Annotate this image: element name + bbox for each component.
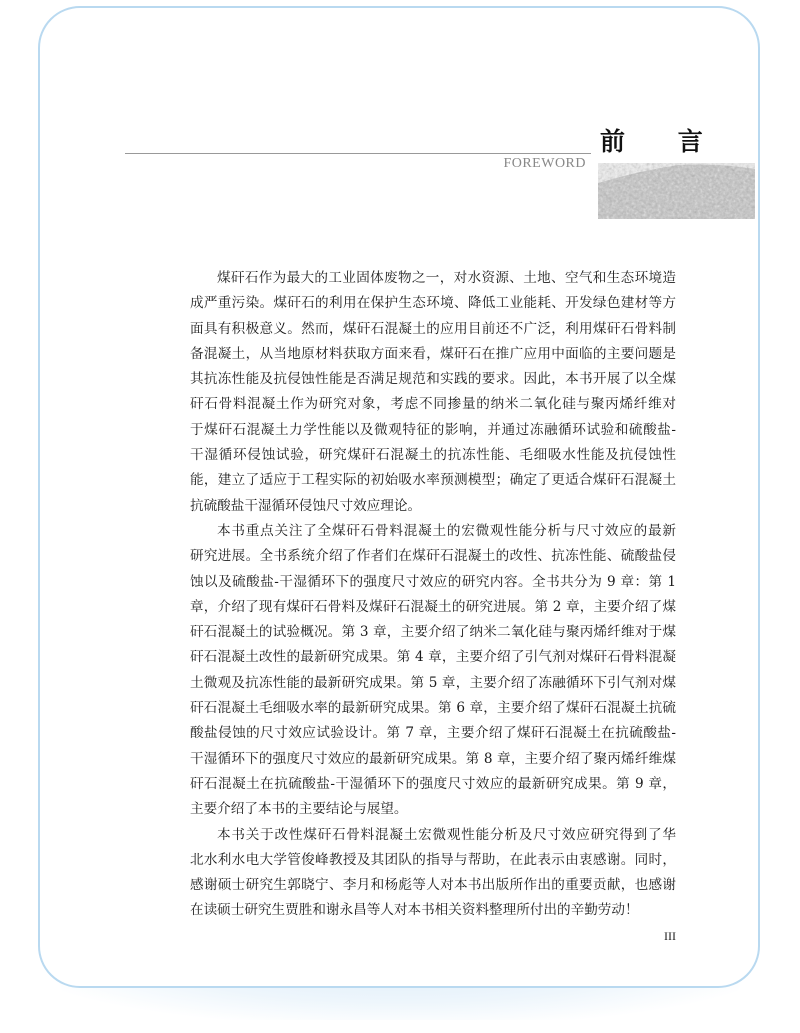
text-line: 土微观及抗冻性能的最新研究成果。第 5 章，主要介绍了冻融循环下引气剂对煤 [190,674,676,691]
text-line: 矸石混凝土的试验概况。第 3 章，主要介绍了纳米二氧化硅与聚丙烯纤维对于煤 [190,624,676,641]
text-line: 抗硫酸盐干湿循环侵蚀尺寸效应理论。 [190,497,422,514]
text-line: 酸盐侵蚀的尺寸效应试验设计。第 7 章，主要介绍了煤矸石混凝土在抗硫酸盐- [190,725,676,742]
page-subtitle: FOREWORD [503,156,586,171]
text-line: 蚀以及硫酸盐-干湿循环下的强度尺寸效应的研究内容。全书共分为 9 章：第 1 [190,573,676,590]
text-line: 矸石混凝土在抗硫酸盐-干湿循环下的强度尺寸效应的最新研究成果。第 9 章， [190,775,676,792]
paragraph [190,823,676,924]
coal-gangue-photo [598,163,755,219]
page-number: III [664,929,676,943]
text-line: 成严重污染。煤矸石的利用在保护生态环境、降低工业能耗、开发绿色建材等方 [190,295,676,312]
paragraph [190,266,676,519]
text-line: 矸石混凝土改性的最新研究成果。第 4 章，主要介绍了引气剂对煤矸石骨料混凝 [190,649,676,666]
text-line: 本书重点关注了全煤矸石骨料混凝土的宏微观性能分析与尺寸效应的最新 [217,522,676,539]
text-line: 干湿循环侵蚀试验，研究煤矸石混凝土的抗冻性能、毛细吸水性能及抗侵蚀性 [190,447,676,464]
text-line: 矸石混凝土毛细吸水率的最新研究成果。第 6 章，主要介绍了煤矸石混凝土抗硫 [190,700,676,717]
text-line: 章，介绍了现有煤矸石骨料及煤矸石混凝土的研究进展。第 2 章，主要介绍了煤 [190,598,676,615]
text-line: 研究进展。全书系统介绍了作者们在煤矸石混凝土的改性、抗冻性能、硫酸盐侵 [190,548,676,565]
text-line: 干湿循环下的强度尺寸效应的最新研究成果。第 8 章，主要介绍了聚丙烯纤维煤 [190,750,676,767]
text-line: 煤矸石作为最大的工业固体废物之一，对水资源、土地、空气和生态环境造 [217,270,676,286]
page-title: 前 言 [600,127,725,156]
text-line: 面具有积极意义。然而，煤矸石混凝土的应用目前还不广泛，利用煤矸石骨料制 [190,320,676,337]
text-line: 能，建立了适应于工程实际的初始吸水率预测模型；确定了更适合煤矸石混凝土 [190,472,676,489]
paragraph [190,519,676,823]
text-line: 其抗冻性能及抗侵蚀性能是否满足规范和实践的要求。因此，本书开展了以全煤 [190,371,676,388]
text-line: 备混凝土，从当地原材料获取方面来看，煤矸石在推广应用中面临的主要问题是 [190,345,676,362]
header-rule [125,153,591,154]
text-line: 于煤矸石混凝土力学性能以及微观特征的影响，并通过冻融循环试验和硫酸盐- [190,421,676,438]
text-line: 在读硕士研究生贾胜和谢永昌等人对本书相关资料整理所付出的辛勤劳动！ [190,902,639,919]
text-line: 矸石骨料混凝土作为研究对象，考虑不同掺量的纳米二氧化硅与聚丙烯纤维对 [190,396,676,413]
text-line: 本书关于改性煤矸石骨料混凝土宏微观性能分析及尺寸效应研究得到了华 [217,826,676,843]
foreword-body [190,266,676,924]
text-line: 感谢硕士研究生郭晓宁、李月和杨彪等人对本书出版所作出的重要贡献，也感谢 [190,877,676,894]
text-line: 主要介绍了本书的主要结论与展望。 [190,801,408,818]
text-line: 北水利水电大学管俊峰教授及其团队的指导与帮助，在此表示由衷感谢。同时， [190,851,676,868]
